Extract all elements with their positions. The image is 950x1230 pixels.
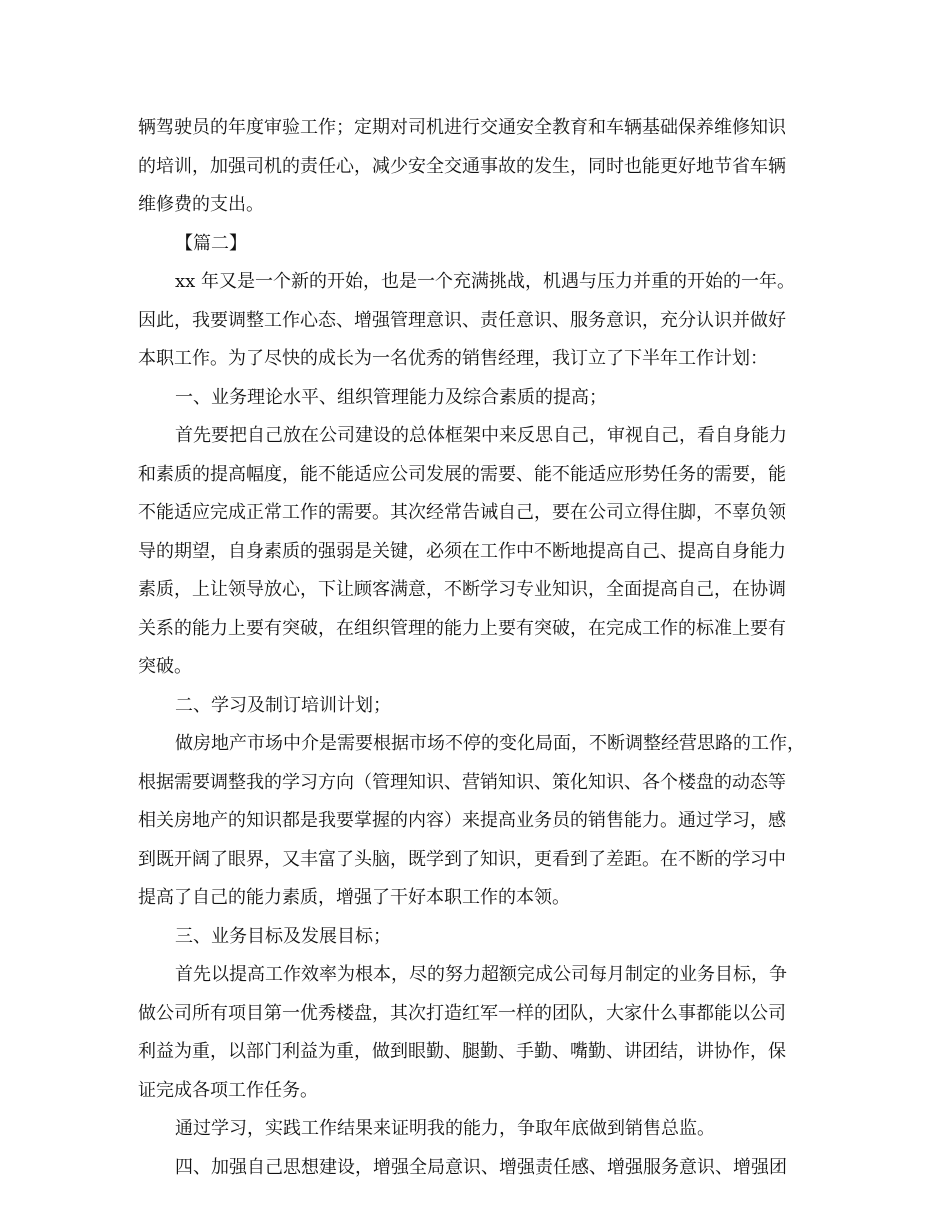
paragraph-start: 首先要把自己放在公司建设的总体框架中来反思自己，审视自己，看自身能力 xyxy=(175,425,787,446)
text-line: 维修费的支出。 xyxy=(138,194,264,215)
text-line: 到既开阔了眼界，又丰富了头脑，既学到了知识，更看到了差距。在不断的学习中 xyxy=(138,849,786,870)
subheading: 四、加强自己思想建设，增强全局意识、增强责任感、增强服务意识、增强团 xyxy=(175,1157,787,1178)
subheading: 一、业务理论水平、组织管理能力及综合素质的提高； xyxy=(175,387,607,408)
text-line: 素质，上让领导放心，下让顾客满意，不断学习专业知识，全面提高自己，在协调 xyxy=(138,579,786,600)
subheading: 二、学习及制订培训计划； xyxy=(175,695,391,716)
text-line: 相关房地产的知识都是我要掌握的内容）来提高业务员的销售能力。通过学习，感 xyxy=(138,810,786,831)
text-line: 本职工作。为了尽快的成长为一名优秀的销售经理，我订立了下半年工作计划： xyxy=(138,348,768,369)
text-line: 根据需要调整我的学习方向（管理知识、营销知识、策化知识、各个楼盘的动态等 xyxy=(138,772,786,793)
section-heading: 【篇二】 xyxy=(175,233,247,254)
text-line: 关系的能力上要有突破，在组织管理的能力上要有突破，在完成工作的标准上要有 xyxy=(138,618,786,639)
paragraph-start: xx 年又是一个新的开始，也是一个充满挑战，机遇与压力并重的开始的一年。 xyxy=(175,271,796,292)
text-line: 不能适应完成正常工作的需要。其次经常告诫自己，要在公司立得住脚，不辜负领 xyxy=(138,502,786,523)
text-line: 突破。 xyxy=(138,656,192,677)
text-line: 因此，我要调整工作心态、增强管理意识、责任意识、服务意识，充分认识并做好 xyxy=(138,310,786,331)
paragraph-start: 首先以提高工作效率为根本，尽的努力超额完成公司每月制定的业务目标，争 xyxy=(175,964,787,985)
text-line: 证完成各项工作任务。 xyxy=(138,1080,318,1101)
text-line: 做公司所有项目第一优秀楼盘，其次打造红军一样的团队，大家什么事都能以公司 xyxy=(138,1003,786,1024)
text-line: 利益为重，以部门利益为重，做到眼勤、腿勤、手勤、嘴勤、讲团结，讲协作，保 xyxy=(138,1041,786,1062)
text-line: 提高了自己的能力素质，增强了干好本职工作的本领。 xyxy=(138,887,570,908)
paragraph-start: 通过学习，实践工作结果来证明我的能力，争取年底做到销售总监。 xyxy=(175,1118,715,1139)
paragraph-start: 做房地产市场中介是需要根据市场不停的变化局面，不断调整经营思路的工作， xyxy=(175,733,805,754)
text-line: 和素质的提高幅度，能不能适应公司发展的需要、能不能适应形势任务的需要，能 xyxy=(138,464,786,485)
text-line: 导的期望，自身素质的强弱是关键，必须在工作中不断地提高自己、提高自身能力 xyxy=(138,541,786,562)
text-line: 辆驾驶员的年度审验工作；定期对司机进行交通安全教育和车辆基础保养维修知识 xyxy=(138,117,786,138)
subheading: 三、业务目标及发展目标； xyxy=(175,926,391,947)
text-line: 的培训，加强司机的责任心，减少安全交通事故的发生，同时也能更好地节省车辆 xyxy=(138,156,786,177)
